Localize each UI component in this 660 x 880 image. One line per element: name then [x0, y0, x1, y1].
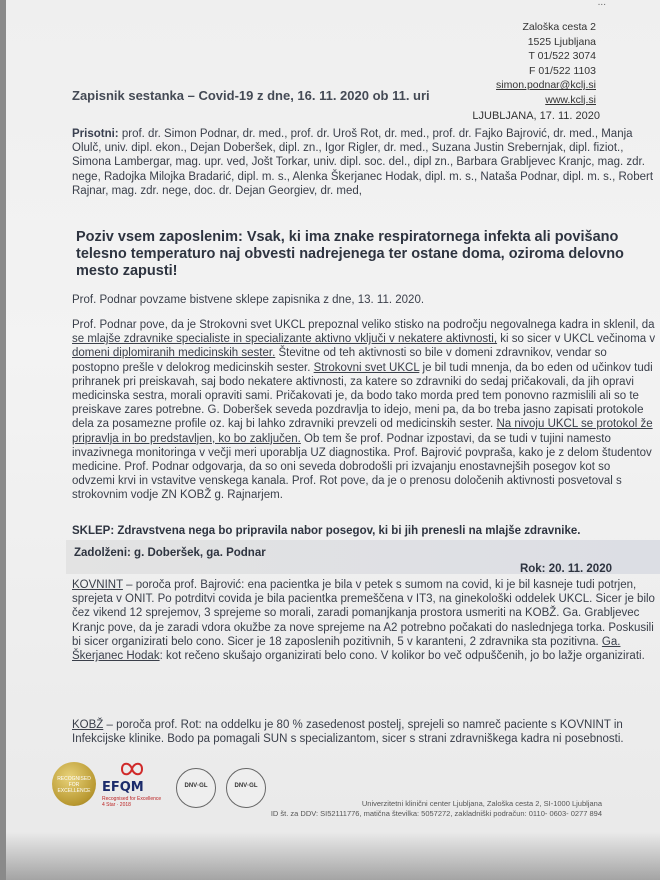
- kovnint-label: KOVNINT: [72, 579, 123, 591]
- address-block: [496, 20, 596, 107]
- attendees-list: prof. dr. Simon Podnar, dr. med., prof. dr. Uroš Rot, dr. med., prof. dr. Fajko Bajrović, dr. med., Manja Olulč, univ. dipl. ekon., Dejan Doberšek, dipl. zn., Igor Rigler, dr. med., Suzana Justin Srebernjak, dipl. fiziot., Simona Lambergar, mag. upr. ved, Jošt Torkar, univ. dipl. soc. del., dipl zn., Barbara Grabljevec Kranjc, mag. zdr. nege, Radojka Milojka Bradarić, dipl. m. s., Alenka Škerjanec Hodak, dipl. m. s., Nataša Podnar, dipl. m. s., Robert Rajnar, mag. zdr. nege, doc. dr. Dejan Georgiev, dr. med,: [72, 128, 654, 197]
- document-page: [6, 0, 660, 880]
- conclusion-text: SKLEP: Zdravstvena nega bo pripravila nabor posegov, ki bi jih prenesli na mlajše zdravnike.: [72, 525, 581, 537]
- body-underlined-2: domeni diplomiranih medicinskih sester.: [72, 347, 276, 360]
- dnv-gl-badge-1: [176, 768, 216, 808]
- kovnint-text-2: : kot rečeno skušajo organizirati belo cono. V kolikor bo več odpuščenih, jo bo lažje organizirati.: [159, 650, 645, 663]
- top-cut-text: ...: [597, 0, 606, 8]
- kobz-paragraph: [72, 718, 656, 746]
- body-text-3: Števitne od teh aktivnosti so bile v domeni zdravnikov, vendar so postopno prešle v delokrog medicinskih sester.: [72, 347, 607, 374]
- kovnint-paragraph: [72, 578, 656, 663]
- body-text-2: ki so sicer v UKCL večinoma v: [497, 333, 656, 346]
- address-fax: F 01/522 1103: [529, 64, 596, 77]
- body-underlined-4: Na nivoju UKCL se protokol že pripravlja in bo predstavljen, ko bo zaključen.: [72, 418, 653, 445]
- kovnint-name: Ga. Škerjanec Hodak: [72, 635, 621, 663]
- body-text-1: Prof. Podnar pove, da je Strokovni svet UKCL prepoznal veliko stisko na področju negovalnega kadra in sklenil, da: [72, 319, 655, 331]
- dnv-label-1: DNV·GL: [184, 783, 208, 789]
- kobz-text: – poroča prof. Rot: na oddelku je 80 % zasedenost postelj, sprejeli so namreč paciente s KOVNINT in Infekcijske klinike. Bodo pa pomagali SUN s specializantom, sicer s strani zdravniškega kadra ni posebnosti.: [72, 719, 624, 746]
- announcement-callout: Poziv vsem zaposlenim: Vsak, ki ima znake respiratornega infekta ali povišano telesno temperaturo naj obvesti nadrejenega ter ostane doma, oziroma delovno mesto zapusti!: [76, 229, 624, 279]
- seal-text: RECOGNISED FOR EXCELLENCE: [57, 776, 91, 794]
- responsible-persons: Zadolženi: g. Doberšek, ga. Podnar: [74, 547, 266, 559]
- body-underlined-1: se mlajše zdravnike specialiste in specializante aktivno vključi v nekatere aktivnosti,: [72, 333, 498, 346]
- web-link[interactable]: www.kclj.si: [545, 93, 596, 106]
- efqm-logo: EFQM: [102, 780, 144, 795]
- address-phone: T 01/522 3074: [528, 50, 596, 62]
- meeting-title: Zapisnik sestanka – Covid-19 z dne, 16. 11. 2020 ob 11. uri: [72, 88, 430, 103]
- efqm-infinity-icon: [118, 760, 146, 778]
- document-date: LJUBLJANA, 17. 11. 2020: [472, 110, 600, 122]
- footer: [271, 799, 602, 819]
- footer-line-1: Univerzitetni klinični center Ljubljana, Zaloška cesta 2, SI-1000 Ljubljana: [361, 799, 602, 808]
- attendees-label: Prisotni:: [72, 128, 119, 140]
- deadline: Rok: 20. 11. 2020: [519, 563, 612, 575]
- dnv-label-2: DNV·GL: [234, 783, 258, 789]
- kobz-label: KOBŽ: [72, 719, 104, 731]
- kovnint-text: – poroča prof. Bajrović: ena pacientka je bila v petek s sumom na covid, ki je bil kasneje tudi potrjen, sprejeta v ONIT. Po potrditvi covida je bila pacientka premeščena v IT3, na ginekološki oddelek UKCL. Sicer je bilo čez vikend 12 sprejemov, 3 sprejeme so morali, zaradi pomanjkanja prostora usmeriti na KOBŽ. Ga. Grabljevec Kranjc pove, da je zaradi vdora okužbe za nove sprejeme na A2 potrebno počakati do naslednjega torka. Poskusili bi sicer organizirati belo cono. Sicer je 18 zaposlenih pozitivnih, 5 v karanteni, 2 zdravnika sta pozitivna.: [72, 579, 655, 648]
- footer-line-2: ID št. za DDV: SI52111776, matična številka: 5057272, zakladniški podračun: 0110- 0603- 0277 894: [270, 809, 602, 818]
- efqm-subtitle: Recognised for Excellence 4 Star · 2018: [102, 796, 162, 808]
- certification-logos: [28, 762, 288, 822]
- body-text-4: je bil tudi mnenja, da bo eden od učinkov tudi prihranek pri preiskavah, saj bodo nekatere aktivnosti, za katere so zdravniki do sedaj pričakovali, da jih opravi medicinska sestra, morali opraviti sami. Pričakovati je, da bodo tako morda pred tem ponovno razmislili ali so te preiskave zares potrebne. G. Doberšek seveda pozdravlja to idejo, meni pa, da bo treba jasno zapisati protokole dela za posamezne profile oz. kaj bi lahko zdravniki prevzeli od medicinskih sester.: [72, 361, 653, 431]
- address-street: Zaloška cesta 2: [522, 21, 596, 33]
- main-paragraph: [72, 318, 656, 503]
- email-link[interactable]: simon.podnar@kclj.si: [496, 79, 596, 91]
- attendees-paragraph: [72, 127, 657, 198]
- dnv-gl-badge-2: [226, 768, 266, 808]
- intro-paragraph: Prof. Podnar povzame bistvene sklepe zapisnika z dne, 13. 11. 2020.: [72, 294, 425, 306]
- address-city: 1525 Ljubljana: [527, 35, 596, 48]
- body-text-5: Ob tem še prof. Podnar izpostavi, da se tudi v tujini namesto invazivnega monitoringa v večji meri uporablja UZ diagnostika. Prof. Bajrović povpraša, kako je z delom študentov medicine. Prof. Podnar odgovarja, da so oni seveda dobrodošli pri izvajanju enostavnejših posegov kot so odvzemi krvi in vstavitve venskega kanala. Prof. Rot pove, da je o prenosu določenih aktivnosti posvetoval s strokovnim vodje ZN KOBŽ g. Rajnarjem.: [72, 432, 652, 502]
- body-underlined-3: Strokovni svet UKCL: [313, 361, 420, 374]
